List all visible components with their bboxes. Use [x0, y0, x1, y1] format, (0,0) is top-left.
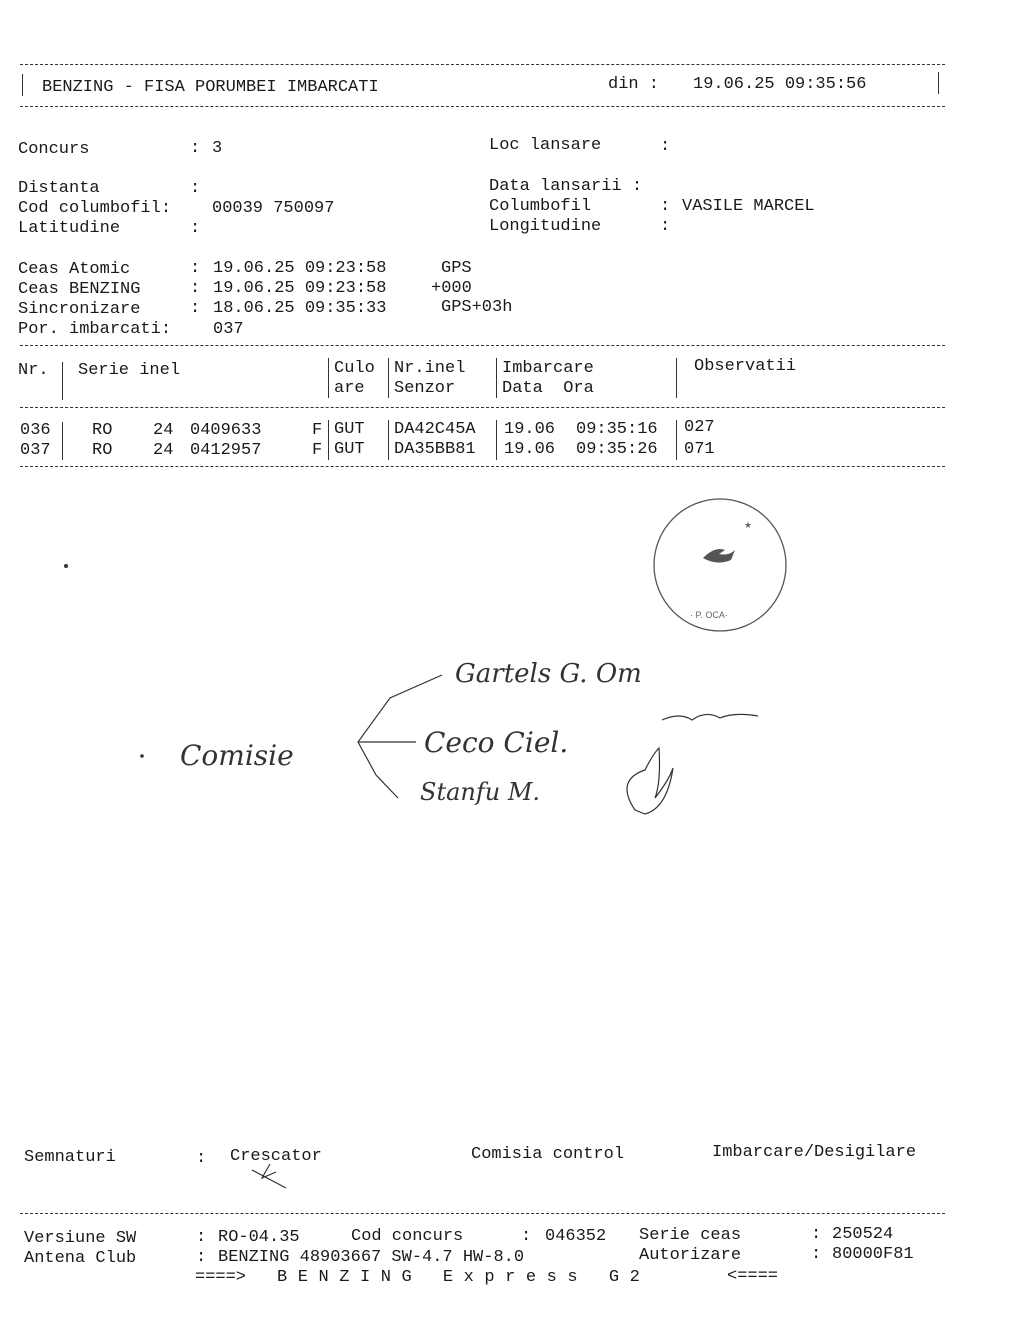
sincronizare-suffix: GPS+03h [441, 298, 513, 317]
stamp-seal [654, 499, 786, 631]
cod-concurs-colon: : [521, 1227, 532, 1246]
loc-lansare-label: Loc lansare [489, 136, 602, 155]
scan-dot-2 [140, 754, 144, 758]
autorizare-value: 80000F81 [832, 1245, 914, 1264]
columbofil-value: VASILE MARCEL [682, 197, 815, 216]
latitudine-label: Latitudine [18, 219, 121, 238]
header-date-label: din : [608, 75, 660, 94]
col-header-culoare-2: are [334, 379, 365, 398]
handwriting-name-3: Stanfu M. [420, 778, 541, 806]
crescator-signature [252, 1164, 286, 1188]
antena-club-value: BENZING 48903667 SW-4.7 HW-8.0 [218, 1248, 525, 1267]
row-2-culoare: GUT [334, 440, 365, 459]
columbofil-colon: : [660, 197, 671, 216]
handwriting-name-1: Gartels G. Om [455, 659, 642, 689]
col-header-imbarcare-2: Data Ora [502, 379, 594, 398]
svg-text:· P. OCA·: · P. OCA· [690, 610, 728, 620]
ceas-atomic-colon: : [190, 259, 201, 278]
por-imbarcati-label: Por. imbarcati: [18, 320, 172, 339]
versiune-sw-colon: : [196, 1228, 207, 1247]
longitudine-label: Longitudine [489, 217, 602, 236]
scan-dot [64, 564, 68, 568]
ceas-atomic-value: 19.06.25 09:23:58 [213, 259, 387, 278]
serie-ceas-label: Serie ceas [639, 1226, 742, 1245]
versiune-sw-label: Versiune SW [24, 1229, 137, 1248]
versiune-sw-value: RO-04.35 [218, 1228, 300, 1247]
antena-club-colon: : [196, 1248, 207, 1267]
concurs-label: Concurs [18, 140, 90, 159]
row-1-obs: 027 [684, 418, 715, 437]
imbarcare-desigilare-label: Imbarcare/Desigilare [712, 1143, 917, 1162]
semnaturi-colon: : [196, 1149, 207, 1168]
loc-lansare-colon: : [660, 137, 671, 156]
handwriting-comisie: Comisie [180, 739, 294, 772]
cod-concurs-value: 046352 [545, 1227, 607, 1246]
row-1-data: 19.06 [504, 420, 556, 439]
sincronizare-value: 18.06.25 09:35:33 [213, 299, 387, 318]
row-2-year: 24 [153, 441, 174, 460]
cod-concurs-label: Cod concurs [351, 1227, 464, 1246]
col-header-nr: Nr. [18, 361, 49, 380]
col-header-observatii: Observatii [694, 357, 797, 376]
cod-columbofil-value: 00039 750097 [212, 199, 335, 218]
ceas-benzing-value: 19.06.25 09:23:58 [213, 279, 387, 298]
row-1-culoare: GUT [334, 420, 365, 439]
row-2-number: 0412957 [190, 441, 262, 460]
col-header-nr-inel-1: Nr.inel [394, 359, 466, 378]
autorizare-label: Autorizare [639, 1246, 742, 1265]
row-1-nr: 036 [20, 421, 51, 440]
longitudine-colon: : [660, 217, 671, 236]
signature-scribble-1 [662, 714, 758, 720]
row-2-ora: 09:35:26 [576, 440, 658, 459]
por-imbarcati-value: 037 [213, 320, 244, 339]
col-header-nr-inel-2: Senzor [394, 379, 456, 398]
ceas-benzing-colon: : [190, 279, 201, 298]
row-2-country: RO [92, 441, 113, 460]
concurs-value: 3 [212, 139, 223, 158]
page-title: BENZING - FISA PORUMBEI IMBARCATI [42, 78, 379, 97]
banner-text: BENZING Express G2 [277, 1268, 651, 1287]
ceas-atomic-label: Ceas Atomic [18, 260, 131, 279]
col-header-serie-inel: Serie inel [78, 361, 181, 380]
antena-club-label: Antena Club [24, 1249, 137, 1268]
cod-columbofil-label: Cod columbofil: [18, 199, 172, 218]
row-2-obs: 071 [684, 440, 715, 459]
svg-text:★: ★ [744, 520, 753, 530]
sincronizare-label: Sincronizare [18, 300, 141, 319]
data-lansarii-label: Data lansarii : [489, 177, 643, 196]
concurs-colon: : [190, 139, 201, 158]
ceas-benzing-suffix: +000 [431, 279, 472, 298]
distanta-colon: : [190, 179, 201, 198]
footer-rule [20, 1213, 945, 1214]
signature-scribble-2 [627, 748, 673, 814]
row-2-data: 19.06 [504, 440, 556, 459]
semnaturi-label: Semnaturi [24, 1148, 116, 1167]
columbofil-label: Columbofil [489, 197, 592, 216]
row-1-ora: 09:35:16 [576, 420, 658, 439]
serie-ceas-value: 250524 [832, 1225, 894, 1244]
col-header-imbarcare-1: Imbarcare [502, 359, 594, 378]
row-1-year: 24 [153, 421, 174, 440]
banner-right-arrow: <==== [727, 1267, 779, 1286]
row-2-sex: F [312, 441, 323, 460]
ceas-benzing-label: Ceas BENZING [18, 280, 141, 299]
row-2-nr: 037 [20, 441, 51, 460]
latitudine-colon: : [190, 219, 201, 238]
serie-ceas-colon: : [811, 1225, 822, 1244]
handwriting-name-2: Ceco Ciel. [424, 726, 569, 759]
sincronizare-colon: : [190, 299, 201, 318]
col-header-culoare-1: Culo [334, 359, 375, 378]
crescator-label: Crescator [230, 1147, 322, 1166]
row-1-sex: F [312, 421, 323, 440]
distanta-label: Distanta [18, 179, 100, 198]
comisia-control-label: Comisia control [471, 1145, 625, 1164]
autorizare-colon: : [811, 1245, 822, 1264]
row-1-country: RO [92, 421, 113, 440]
header-date-value: 19.06.25 09:35:56 [693, 75, 867, 94]
banner-left-arrow: ====> [195, 1268, 247, 1287]
ceas-atomic-suffix: GPS [441, 259, 472, 278]
row-1-senzor: DA42C45A [394, 420, 476, 439]
row-1-number: 0409633 [190, 421, 262, 440]
row-2-senzor: DA35BB81 [394, 440, 476, 459]
